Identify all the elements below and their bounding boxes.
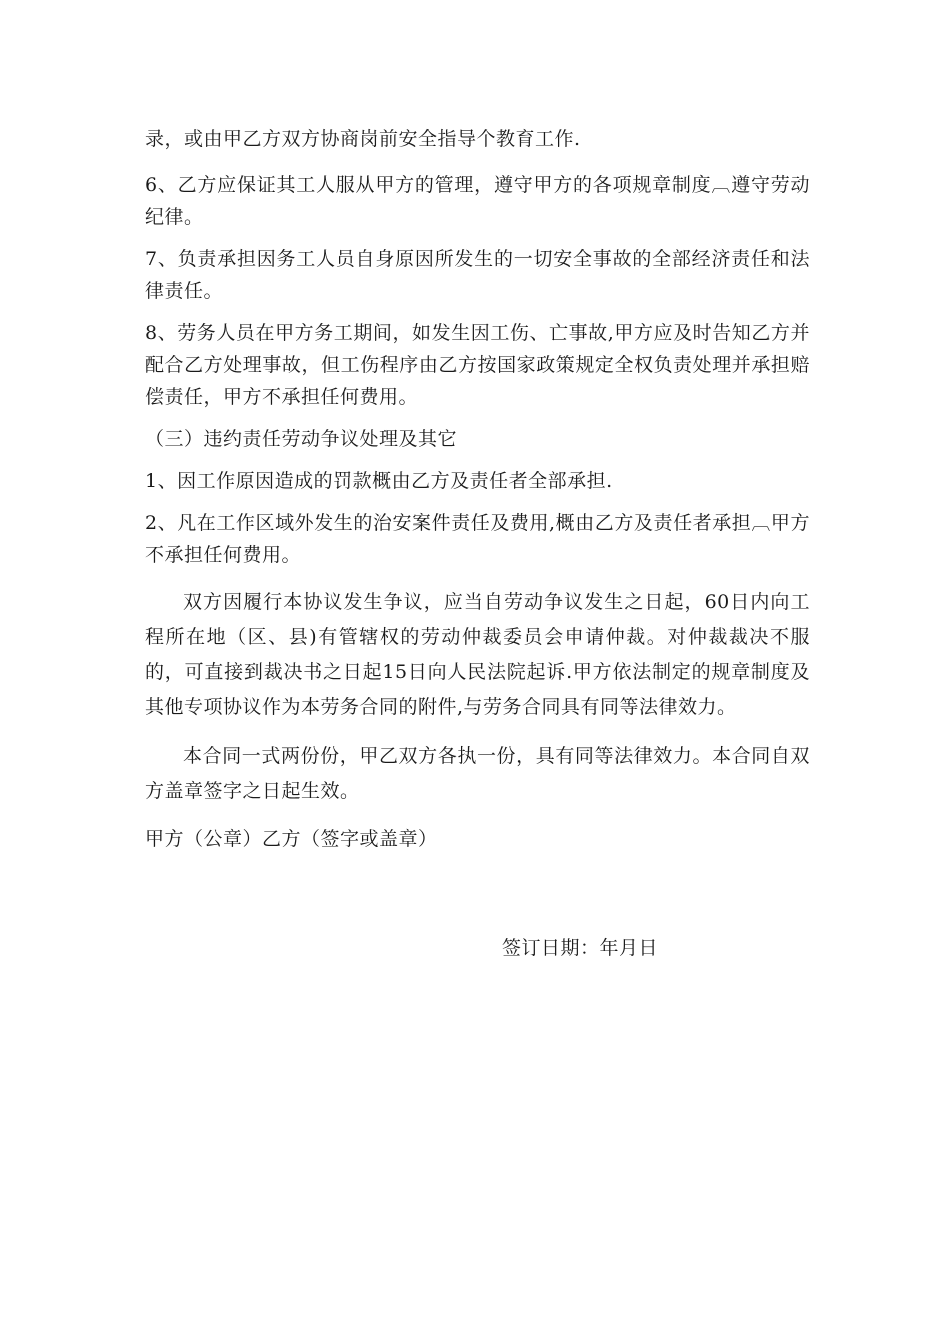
paragraph-clause-8: 8、劳务人员在甲方务工期间，如发生因工伤、亡事故,甲方应及时告知乙方并配合乙方处理事故，但工伤程序由乙方按国家政策规定全权负责处理并承担赔偿责任，甲方不承担任何费用。 <box>145 322 810 408</box>
paragraph-liability-1: 1、因工作原因造成的罚款概由乙方及责任者全部承担. <box>145 470 613 492</box>
paragraph-dispute-resolution: 双方因履行本协议发生争议，应当自劳动争议发生之日起，60日内向工程所在地（区、县)有管辖权的劳动仲裁委员会申请仲裁。对仲裁裁决不服的，可直接到裁决书之日起15日向人民法院起诉.甲方依法制定的规章制度及其他专项协议作为本劳务合同的附件,与劳务合同具有同等法律效力。 <box>145 591 810 718</box>
paragraph-contract-copies: 本合同一式两份份，甲乙双方各执一份，具有同等法律效力。本合同自双方盖章签字之日起生效。 <box>145 745 810 802</box>
document-body <box>145 123 810 869</box>
signature-parties-line: 甲方（公章）乙方（签字或盖章） <box>145 828 438 850</box>
paragraph-continued-record: 录，或由甲乙方双方协商岗前安全指导个教育工作. <box>145 128 581 150</box>
paragraph-liability-2: 2、凡在工作区域外发生的治安案件责任及费用,概由乙方及责任者承担︹甲方不承担任何费用。 <box>145 512 810 566</box>
section-heading-liability: （三）违约责任劳动争议处理及其它 <box>145 428 458 450</box>
paragraph-clause-7: 7、负责承担因务工人员自身原因所发生的一切安全事故的全部经济责任和法律责任。 <box>145 248 810 302</box>
paragraph-clause-6: 6、乙方应保证其工人服从甲方的管理，遵守甲方的各项规章制度︹遵守劳动纪律。 <box>145 174 810 228</box>
signing-date-line: 签订日期：年月日 <box>502 937 659 959</box>
